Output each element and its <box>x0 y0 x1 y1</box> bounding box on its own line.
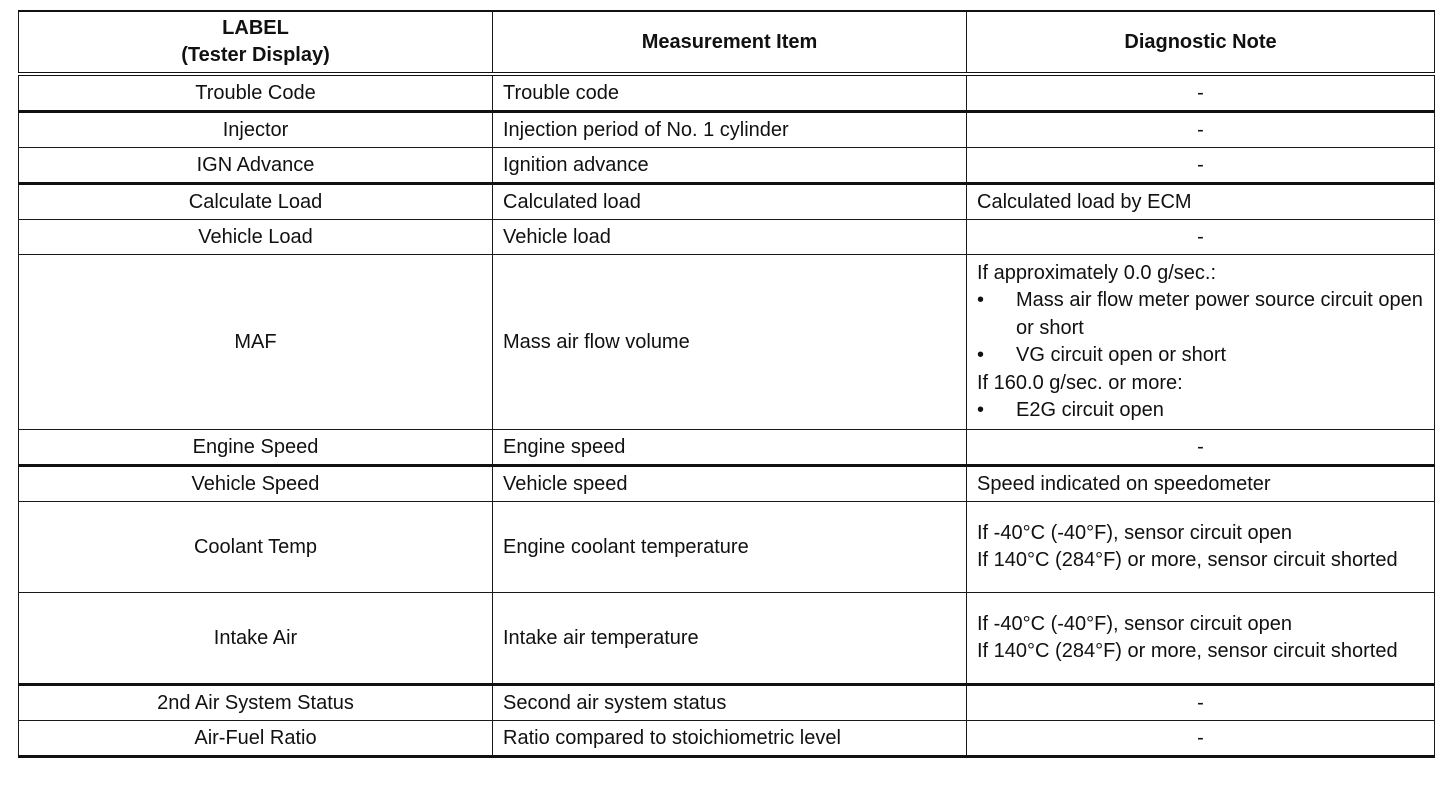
header-label-line2: (Tester Display) <box>181 44 330 66</box>
table-body <box>19 74 1435 757</box>
label-cell: Calculate Load <box>19 184 493 220</box>
note-bullet-text: VG circuit open or short <box>1016 344 1227 366</box>
note-bullet <box>977 397 1424 425</box>
measurement-cell: Calculated load <box>493 184 967 220</box>
note-cell: Speed indicated on speedometer <box>967 466 1435 502</box>
note-bullet-text: E2G circuit open <box>1016 399 1164 421</box>
measurement-cell: Mass air flow volume <box>493 255 967 430</box>
table-row <box>19 220 1435 255</box>
table-row <box>19 184 1435 220</box>
table-row <box>19 502 1435 593</box>
note-cell: - <box>967 721 1435 757</box>
note-line: If -40°C (-40°F), sensor circuit open <box>977 521 1292 544</box>
table-row <box>19 148 1435 184</box>
note-cell <box>967 255 1435 430</box>
table-row <box>19 430 1435 466</box>
note-bullet-text: Mass air flow meter power source circuit open or short <box>1016 289 1423 339</box>
note-cell: Calculated load by ECM <box>967 184 1435 220</box>
measurement-cell: Second air system status <box>493 685 967 721</box>
table-row <box>19 112 1435 148</box>
label-cell: Intake Air <box>19 593 493 685</box>
table-row <box>19 593 1435 685</box>
measurement-cell: Vehicle load <box>493 220 967 255</box>
note-line: If 160.0 g/sec. or more: <box>977 371 1183 394</box>
note-line: If 140°C (284°F) or more, sensor circuit shorted <box>977 549 1398 571</box>
note-line: If approximately 0.0 g/sec.: <box>977 261 1217 284</box>
note-cell <box>967 593 1435 685</box>
note-bullet <box>977 287 1424 342</box>
label-cell: Trouble Code <box>19 74 493 112</box>
note-cell: - <box>967 148 1435 184</box>
table-header <box>19 11 1435 74</box>
header-diagnostic-note: Diagnostic Note <box>967 11 1435 74</box>
label-cell: Engine Speed <box>19 430 493 466</box>
bullet-icon: • <box>977 289 985 311</box>
label-cell: Air-Fuel Ratio <box>19 721 493 757</box>
measurement-cell: Engine speed <box>493 430 967 466</box>
table-row <box>19 74 1435 112</box>
note-cell: - <box>967 685 1435 721</box>
measurement-cell: Trouble code <box>493 74 967 112</box>
measurement-cell: Engine coolant temperature <box>493 502 967 593</box>
table-row <box>19 466 1435 502</box>
measurement-cell: Ignition advance <box>493 148 967 184</box>
note-cell: - <box>967 74 1435 112</box>
measurement-cell: Injection period of No. 1 cylinder <box>493 112 967 148</box>
note-cell: - <box>967 112 1435 148</box>
label-cell: MAF <box>19 255 493 430</box>
note-cell: - <box>967 430 1435 466</box>
measurement-cell: Intake air temperature <box>493 593 967 685</box>
header-measurement-item: Measurement Item <box>493 11 967 74</box>
header-label <box>19 11 493 74</box>
table-row <box>19 685 1435 721</box>
note-bullet <box>977 342 1424 370</box>
note-cell <box>967 502 1435 593</box>
bullet-icon: • <box>977 399 985 421</box>
label-cell: Vehicle Load <box>19 220 493 255</box>
note-cell: - <box>967 220 1435 255</box>
measurement-cell: Vehicle speed <box>493 466 967 502</box>
label-cell: Injector <box>19 112 493 148</box>
label-cell: Coolant Temp <box>19 502 493 593</box>
header-row <box>19 11 1435 74</box>
note-line: If -40°C (-40°F), sensor circuit open <box>977 612 1292 635</box>
label-cell: IGN Advance <box>19 148 493 184</box>
label-cell: 2nd Air System Status <box>19 685 493 721</box>
table-row <box>19 721 1435 757</box>
header-label-line1: LABEL <box>222 17 289 39</box>
diagnostic-table <box>18 10 1435 758</box>
measurement-cell: Ratio compared to stoichiometric level <box>493 721 967 757</box>
label-cell: Vehicle Speed <box>19 466 493 502</box>
table-row <box>19 255 1435 430</box>
bullet-icon: • <box>977 344 985 366</box>
note-line: If 140°C (284°F) or more, sensor circuit shorted <box>977 640 1398 662</box>
